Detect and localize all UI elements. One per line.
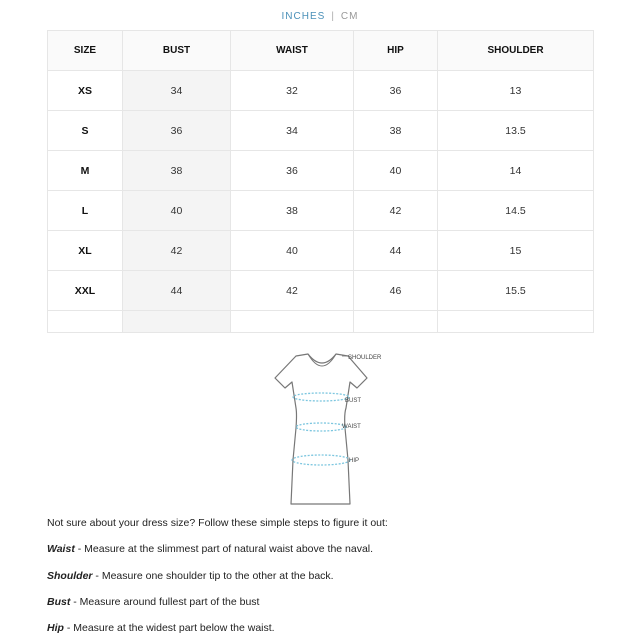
hip-cell: 40 [354,151,438,191]
unit-toggle [0,11,640,22]
unit-inches-tab[interactable]: INCHES [281,11,326,22]
waist-cell: 42 [231,271,354,311]
waist-cell: 38 [231,191,354,231]
bust-cell: 34 [123,71,231,111]
waist-cell: 34 [231,111,354,151]
empty-cell [354,311,438,333]
header-shoulder: SHOULDER [438,31,594,71]
hip-cell: 42 [354,191,438,231]
hip-cell: 46 [354,271,438,311]
guide-term: Waist [47,543,75,555]
shoulder-cell: 15.5 [438,271,594,311]
hip-cell: 36 [354,71,438,111]
empty-cell [231,311,354,333]
size-cell: XS [48,71,123,111]
size-cell: S [48,111,123,151]
header-bust: BUST [123,31,231,71]
empty-cell [48,311,123,333]
guide-text: - Measure around fullest part of the bust [70,596,260,608]
size-cell: XXL [48,271,123,311]
shoulder-cell: 14 [438,151,594,191]
shoulder-cell: 13 [438,71,594,111]
guide-term: Hip [47,622,64,634]
table-header-row [48,31,594,71]
bust-cell: 38 [123,151,231,191]
hip-cell: 38 [354,111,438,151]
unit-separator: | [331,11,335,22]
label-hip: HIP [349,458,360,464]
guide-item-waist [47,543,607,555]
waist-cell: 32 [231,71,354,111]
table-row-empty [48,311,594,333]
bust-cell: 36 [123,111,231,151]
size-cell: XL [48,231,123,271]
header-size: SIZE [48,31,123,71]
guide-text: - Measure one shoulder tip to the other at the back. [92,570,334,582]
size-chart-table [47,30,594,333]
shoulder-cell: 14.5 [438,191,594,231]
table-row [48,231,594,271]
table-row [48,71,594,111]
guide-text: - Measure at the slimmest part of natural waist above the naval. [74,543,374,555]
bust-cell: 44 [123,271,231,311]
size-cell: L [48,191,123,231]
bust-cell: 40 [123,191,231,231]
table-row [48,151,594,191]
shoulder-cell: 13.5 [438,111,594,151]
dress-illustration [262,348,392,510]
table-row [48,271,594,311]
guide-item-bust [47,596,607,608]
guide-item-hip [47,622,607,634]
table-row [48,111,594,151]
label-shoulder: SHOULDER [348,355,382,361]
header-waist: WAIST [231,31,354,71]
label-waist: WAIST [342,424,361,430]
table-row [48,191,594,231]
guide-item-shoulder [47,570,607,582]
unit-cm-tab[interactable]: CM [340,11,359,22]
empty-cell [123,311,231,333]
empty-cell [438,311,594,333]
guide-term: Shoulder [47,570,93,582]
guide-term: Bust [47,596,71,608]
dress-measurement-diagram [262,348,392,510]
hip-cell: 44 [354,231,438,271]
guide-text: - Measure at the widest part below the waist. [63,622,275,634]
guide-intro: Not sure about your dress size? Follow these simple steps to figure it out: [47,517,388,529]
shoulder-cell: 15 [438,231,594,271]
header-hip: HIP [354,31,438,71]
bust-cell: 42 [123,231,231,271]
waist-cell: 40 [231,231,354,271]
waist-cell: 36 [231,151,354,191]
label-bust: BUST [345,398,362,404]
size-cell: M [48,151,123,191]
